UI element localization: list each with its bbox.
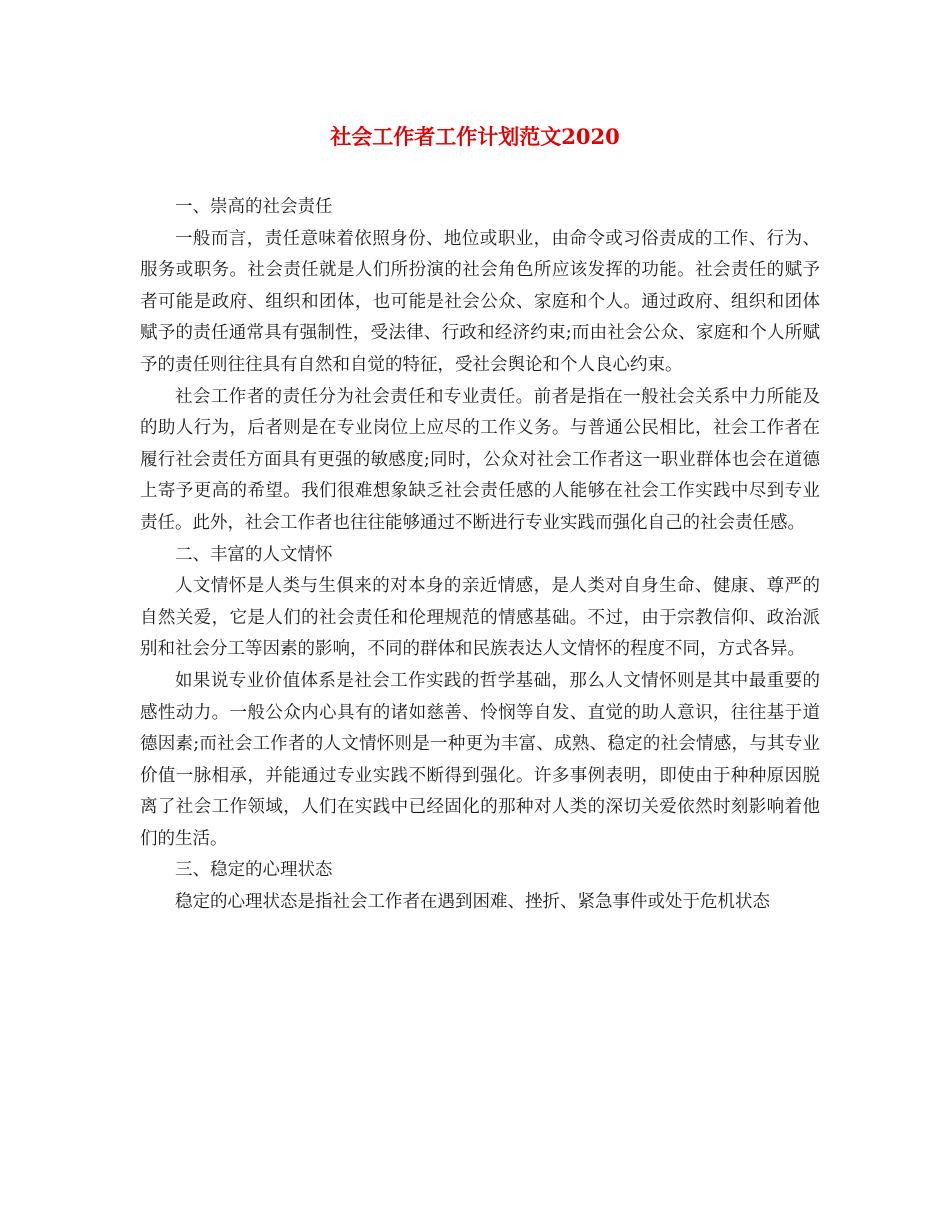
paragraph-2: 社会工作者的责任分为社会责任和专业责任。前者是指在一般社会关系中力所能及的助人行为，后者则是在专业岗位上应尽的工作义务。与普通公民相比，社会工作者在履行社会责任方面具有更强的敏感度;同时，公众对社会工作者这一职业群体也会在道德上寄予更高的希望。我们很难想象缺乏社会责任感的人能够在社会工作实践中尽到专业责任。此外，社会工作者也往往能够通过不断进行专业实践而强化自己的社会责任感。 [140,386,820,533]
paragraph-5: 稳定的心理状态是指社会工作者在遇到困难、挫折、紧急事件或处于危机状态 [175,892,770,913]
document-title: 社会工作者工作计划范文2020 [330,124,620,149]
document-body [140,192,820,919]
section-heading-3: 三、稳定的心理状态 [175,860,333,881]
paragraph-1: 一般而言，责任意味着依照身份、地位或职业，由命令或习俗责成的工作、行为、服务或职务。社会责任就是人们所扮演的社会角色所应该发挥的功能。社会责任的赋予者可能是政府、组织和团体，也可能是社会公众、家庭和个人。通过政府、组织和团体赋予的责任通常具有强制性，受法律、行政和经济约束;而由社会公众、家庭和个人所赋予的责任则往往具有自然和自觉的特征，受社会舆论和个人良心约束。 [140,228,820,375]
section-heading-2: 二、丰富的人文情怀 [175,544,333,565]
paragraph-4: 如果说专业价值体系是社会工作实践的哲学基础，那么人文情怀则是其中最重要的感性动力。一般公众内心具有的诸如慈善、怜悯等自发、直觉的助人意识，往往基于道德因素;而社会工作者的人文情怀则是一种更为丰富、成熟、稳定的社会情感，与其专业价值一脉相承，并能通过专业实践不断得到强化。许多事例表明，即使由于种种原因脱离了社会工作领域，人们在实践中已经固化的那种对人类的深切关爱依然时刻影响着他们的生活。 [140,670,820,849]
paragraph-3: 人文情怀是人类与生俱来的对本身的亲近情感，是人类对自身生命、健康、尊严的自然关爱，它是人们的社会责任和伦理规范的情感基础。不过，由于宗教信仰、政治派别和社会分工等因素的影响，不同的群体和民族表达人文情怀的程度不同，方式各异。 [140,576,820,660]
section-heading-1: 一、崇高的社会责任 [175,197,333,217]
